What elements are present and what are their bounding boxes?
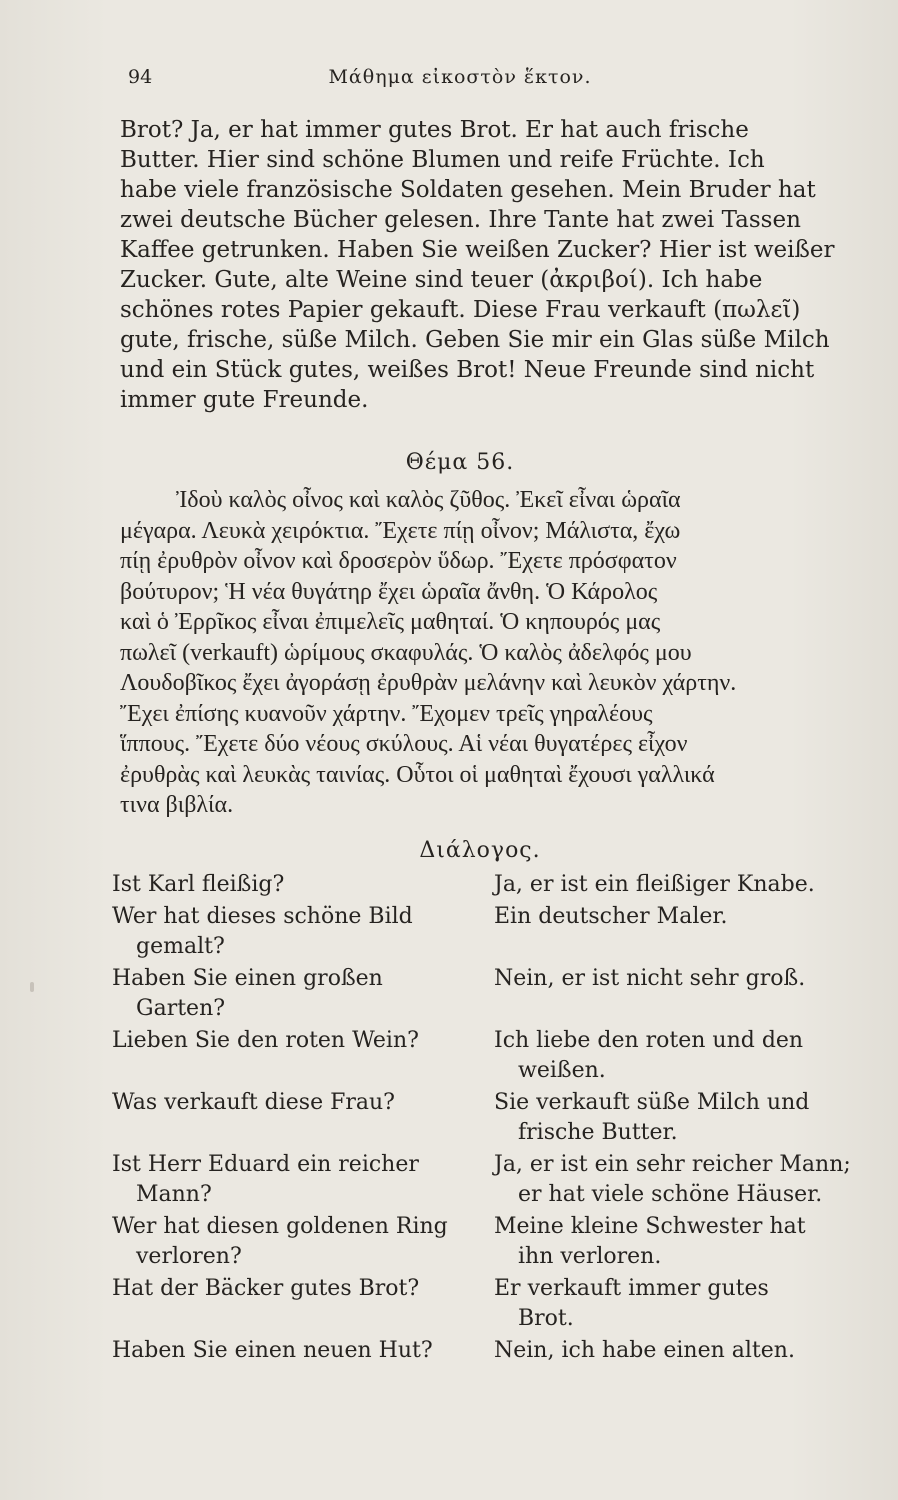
page-header <box>120 60 800 96</box>
answer-line: frische Butter. <box>518 1120 678 1145</box>
dialog-row <box>112 1212 812 1272</box>
answer-line: Ja, er ist ein sehr reicher Mann; <box>494 1152 851 1177</box>
dialog-question <box>112 964 448 1024</box>
greek-line-4: βούτυρον; Ἡ νέα θυγάτηρ ἔχει ὡραῖα ἄνθη. Ὁ Κάρολος <box>120 578 658 605</box>
greek-line-6: πωλεῖ (verkauft) ὡρίμους σκαφυλάς. Ὁ καλὸς ἀδελφός μου <box>120 639 692 666</box>
question-line: Was verkauft diese Frau? <box>112 1090 395 1115</box>
question-line: Hat der Bäcker gutes Brot? <box>112 1276 420 1301</box>
dialog-answer <box>476 870 815 900</box>
dialog-row <box>112 1274 812 1334</box>
dialog-answer <box>476 1336 812 1366</box>
dialog-question <box>112 1088 448 1148</box>
german-line-7: schönes rotes Papier gekauft. Diese Frau verkauft (πωλεῖ) <box>120 297 801 323</box>
greek-line-5: καὶ ὁ Ἐρρῖκος εἶναι ἐπιμελεῖς μαθηταί. Ὁ κηπουρός μας <box>120 609 661 635</box>
german-paragraph <box>120 115 835 415</box>
dialog-question <box>112 870 448 900</box>
question-line: Ist Karl fleißig? <box>112 872 285 897</box>
dialog-title: Διάλογος. <box>419 838 541 863</box>
dialog-answer <box>476 1274 812 1334</box>
dialog-row <box>112 870 815 900</box>
answer-line: Sie verkauft süße Milch und <box>494 1090 810 1115</box>
question-line: Ist Herr Eduard ein reicher <box>112 1152 419 1177</box>
question-line: Haben Sie einen großen <box>112 966 383 991</box>
german-line-9: und ein Stück gutes, weißes Brot! Neue Freunde sind nicht <box>120 357 815 383</box>
dialog-answer <box>476 1150 851 1210</box>
dialog-answer <box>476 1026 812 1086</box>
page-number: 94 <box>128 66 153 88</box>
greek-line-10: ἐρυθρὰς καὶ λευκὰς ταινίας. Οὗτοι οἱ μαθηταὶ ἔχουσι γαλλικά <box>120 761 715 788</box>
german-line-8: gute, frische, süße Milch. Geben Sie mir ein Glas süße Milch <box>120 327 830 353</box>
dialog-row <box>112 902 812 962</box>
greek-line-8: Ἔχει ἐπίσης κυανοῦν χάρτην. Ἔχομεν τρεῖς γηραλέους <box>120 700 653 727</box>
question-line: Mann? <box>136 1182 212 1207</box>
dialog-answer <box>476 964 812 1024</box>
dialog-question <box>112 1274 448 1334</box>
answer-line: Nein, er ist nicht sehr groß. <box>494 966 806 991</box>
question-line: Lieben Sie den roten Wein? <box>112 1028 419 1053</box>
answer-line: ihn verloren. <box>518 1244 662 1269</box>
dialog-question <box>112 1336 448 1366</box>
running-title: Μάθημα εἰκοστὸν ἕκτον. <box>328 66 592 88</box>
paper-speck <box>30 982 34 992</box>
answer-line: weißen. <box>518 1058 606 1083</box>
answer-line: Er verkauft immer gutes <box>494 1276 769 1301</box>
german-line-5: Kaffee getrunken. Haben Sie weißen Zucker? Hier ist weißer <box>120 237 835 263</box>
greek-exercise <box>120 485 810 818</box>
question-line: Garten? <box>136 996 226 1021</box>
question-line: verloren? <box>136 1244 242 1269</box>
question-line: Wer hat dieses schöne Bild <box>112 904 413 929</box>
question-line: Haben Sie einen neuen Hut? <box>112 1338 433 1363</box>
greek-line-1: Ἰδοὺ καλὸς οἶνος καὶ καλὸς ζῦθος. Ἐκεῖ εἶναι ὡραῖα <box>176 487 681 513</box>
greek-line-7: Λουδοβῖκος ἔχει ἀγοράσῃ ἐρυθρὰν μελάνην καὶ λευκὸν χάρτην. <box>120 670 737 696</box>
german-line-10: immer gute Freunde. <box>120 387 369 413</box>
dialog-row <box>112 1026 812 1086</box>
question-line: Wer hat diesen goldenen Ring <box>112 1214 448 1239</box>
german-line-3: habe viele französische Soldaten gesehen. Mein Bruder hat <box>120 177 816 203</box>
greek-line-11: τινα βιβλία. <box>120 792 234 818</box>
greek-line-3: πίῃ ἐρυθρὸν οἶνον καὶ δροσερὸν ὕδωρ. Ἔχετε πρόσφατον <box>120 548 677 574</box>
dialog-row <box>112 964 812 1024</box>
thema-title: Θέμα 56. <box>405 450 515 475</box>
german-line-1: Brot? Ja, er hat immer gutes Brot. Er hat auch frische <box>120 117 749 143</box>
german-line-4: zwei deutsche Bücher gelesen. Ihre Tante hat zwei Tassen <box>120 207 801 233</box>
answer-line: Ich liebe den roten und den <box>494 1028 804 1053</box>
dialog-answer <box>476 1088 812 1148</box>
answer-line: Nein, ich habe einen alten. <box>494 1338 795 1363</box>
answer-line: Ja, er ist ein fleißiger Knabe. <box>494 872 815 897</box>
answer-line: Brot. <box>518 1306 574 1331</box>
question-line: gemalt? <box>136 934 225 959</box>
greek-line-9: ἵππους. Ἔχετε δύο νέους σκύλους. Αἱ νέαι θυγατέρες εἶχον <box>120 731 688 757</box>
dialog-row <box>112 1150 851 1210</box>
dialog-table <box>112 870 851 1363</box>
dialog-row <box>112 1088 812 1148</box>
dialog-question <box>112 902 448 962</box>
dialog-question <box>112 1150 448 1210</box>
answer-line: Meine kleine Schwester hat <box>494 1214 806 1239</box>
dialog-answer <box>476 1212 812 1272</box>
dialog-question <box>112 1212 448 1272</box>
dialog-question <box>112 1026 448 1086</box>
answer-line: er hat viele schöne Häuser. <box>518 1182 823 1207</box>
german-line-2: Butter. Hier sind schöne Blumen und reife Früchte. Ich <box>120 147 765 173</box>
german-line-6: Zucker. Gute, alte Weine sind teuer (ἀκριβοί). Ich habe <box>120 267 763 293</box>
greek-line-2: μέγαρα. Λευκὰ χειρόκτια. Ἔχετε πίῃ οἶνον; Μάλιστα, ἔχω <box>120 517 681 544</box>
dialog-answer <box>476 902 812 962</box>
answer-line: Ein deutscher Maler. <box>494 904 728 929</box>
dialog-row <box>112 1336 812 1366</box>
